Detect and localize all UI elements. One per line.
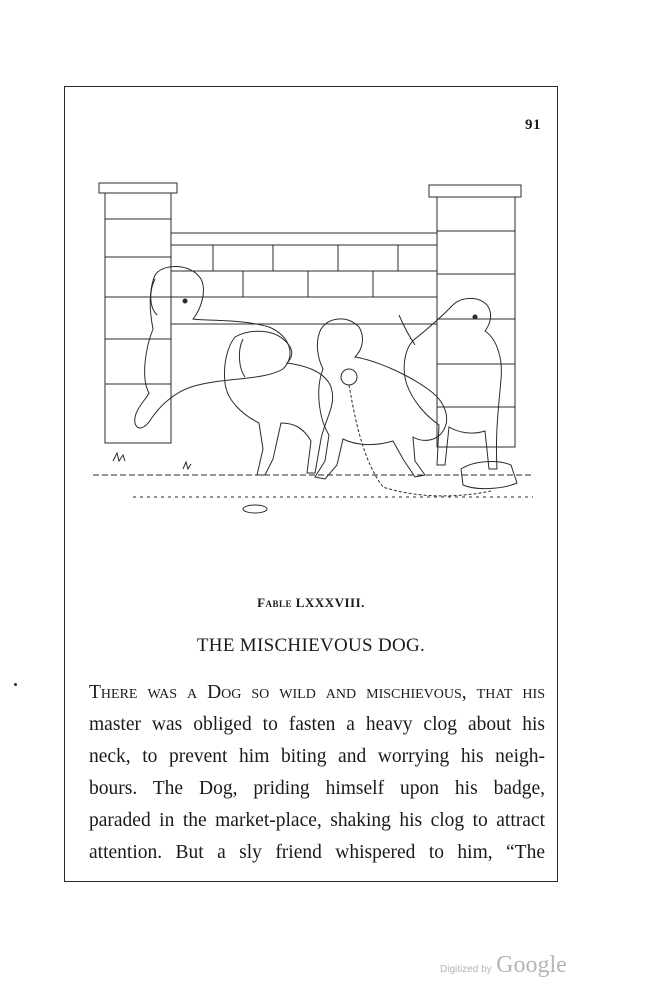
dogs-engraving-icon xyxy=(93,179,533,529)
page-number: 91 xyxy=(525,117,541,133)
book-page xyxy=(64,86,558,882)
body-line-6: attention. But a sly friend whispered to him, “The xyxy=(89,842,545,863)
body-line-1: There was a Dog so wild and mischievous, that his xyxy=(89,682,545,703)
digitized-watermark xyxy=(440,952,567,979)
margin-mark xyxy=(14,683,17,686)
google-logo: Google xyxy=(496,952,567,978)
body-line-5: paraded in the market-place, shaking his clog to attract xyxy=(89,810,545,831)
watermark-prefix: Digitized by xyxy=(440,964,492,975)
fable-number: Fable LXXXVIII. xyxy=(257,595,365,610)
body-line-4: bours. The Dog, priding himself upon his badge, xyxy=(89,778,545,799)
fable-title: THE MISCHIEVOUS DOG. xyxy=(196,635,426,656)
body-line-3: neck, to prevent him biting and worrying his neigh- xyxy=(89,746,545,767)
body-line-2: master was obliged to fasten a heavy clog about his xyxy=(89,714,545,735)
fable-body xyxy=(89,677,545,869)
